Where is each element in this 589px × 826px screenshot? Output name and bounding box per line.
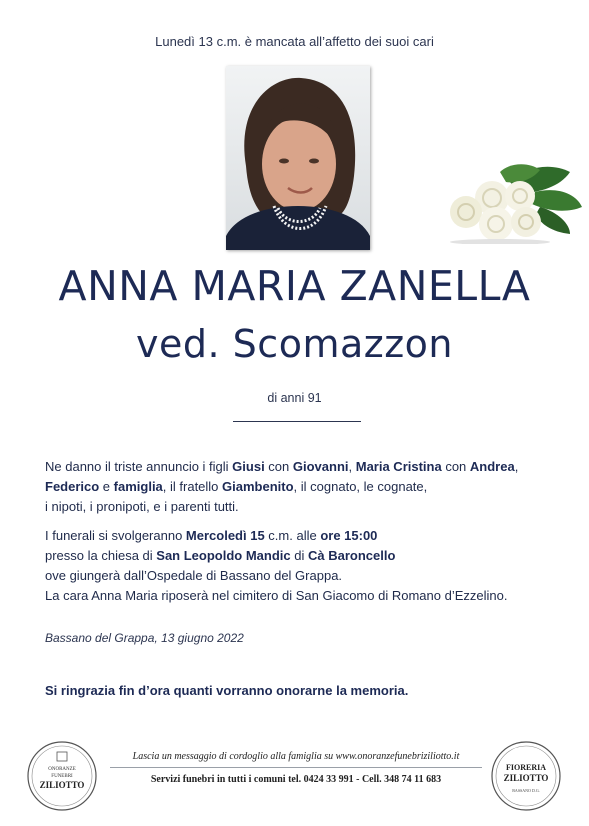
widow-surname: ved. Scomazzon	[136, 322, 453, 366]
announcement-line: Ne danno il triste annuncio i figli Giusi con Giovanni, Maria Cristina con Andrea,	[45, 459, 519, 474]
svg-text:ZILIOTTO: ZILIOTTO	[503, 773, 549, 783]
intro-text: Lunedì 13 c.m. è mancata all’affetto dei suoi cari	[155, 34, 434, 49]
thanks-text: Si ringrazia fin d’ora quanti vorranno onorarne la memoria.	[45, 683, 409, 698]
funeral-line: I funerali si svolgeranno Mercoledì 15 c.m. alle ore 15:00	[45, 528, 378, 543]
funeral-paragraph	[45, 526, 565, 606]
svg-text:FIORERIA: FIORERIA	[505, 763, 547, 772]
ziliotto-funeral-logo	[26, 740, 98, 812]
portrait-photo	[226, 66, 370, 250]
svg-text:ZILIOTTO: ZILIOTTO	[39, 780, 85, 790]
announcement-line: Federico e famiglia, il fratello Giambenito, il cognato, le cognate,	[45, 479, 428, 494]
footer-message[interactable]: Lascia un messaggio di cordoglio alla famiglia su www.onoranzefunebriziliotto.it	[132, 751, 460, 762]
place-date: Bassano del Grappa, 13 giugno 2022	[45, 631, 244, 645]
funeral-line: presso la chiesa di San Leopoldo Mandic di Cà Baroncello	[45, 548, 396, 563]
footer-divider	[110, 767, 482, 768]
ziliotto-florist-logo	[490, 740, 562, 812]
roses-icon	[440, 162, 584, 244]
deceased-name: ANNA MARIA ZANELLA	[58, 262, 531, 310]
divider	[233, 421, 361, 422]
funeral-line: La cara Anna Maria riposerà nel cimitero di San Giacomo di Romano d’Ezzelino.	[45, 588, 508, 603]
funeral-line: ove giungerà dall’Ospedale di Bassano del Grappa.	[45, 568, 343, 583]
funeral-logo-icon	[26, 740, 98, 812]
white-roses-image	[440, 162, 584, 244]
announcement-paragraph	[45, 457, 565, 517]
florist-logo-icon	[490, 740, 562, 812]
footer-contact: Servizi funebri in tutti i comuni tel. 0424 33 991 - Cell. 348 74 11 683	[150, 774, 442, 785]
age-text: di anni 91	[267, 391, 322, 405]
svg-text:ONORANZE: ONORANZE	[48, 767, 76, 772]
svg-text:FUNEBRI: FUNEBRI	[51, 774, 73, 779]
svg-text:BASSANO D.G.: BASSANO D.G.	[512, 788, 540, 793]
portrait-icon	[226, 66, 370, 250]
announcement-line: i nipoti, i pronipoti, e i parenti tutti.	[45, 499, 239, 514]
